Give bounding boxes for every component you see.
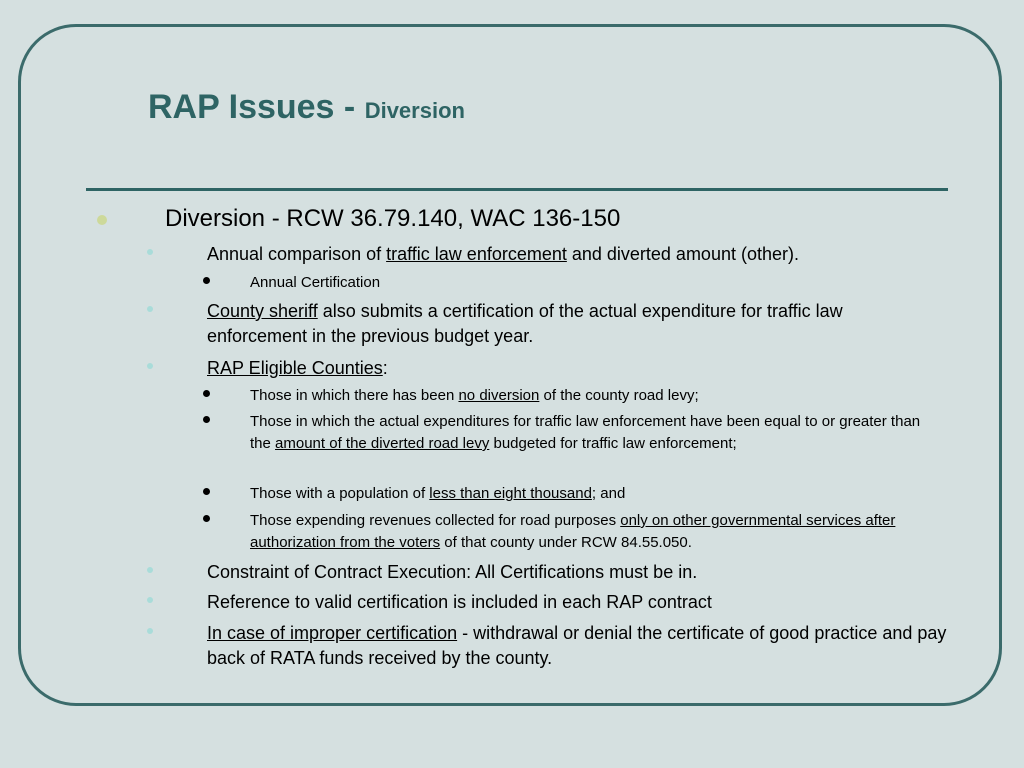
bullet-text-post: budgeted for traffic law enforcement; bbox=[489, 435, 737, 452]
bullet-annual-certification bbox=[250, 272, 940, 294]
bullet-dot-icon bbox=[147, 249, 153, 255]
bullet-no-diversion bbox=[250, 385, 940, 407]
bullet-text-underlined: only on other governmental services after authorization from the voters bbox=[250, 512, 896, 551]
bullet-text-pre: Those in which the actual expenditures for traffic law enforcement have been equal to or greater than the bbox=[250, 413, 921, 452]
bullet-diversion bbox=[165, 205, 620, 233]
bullet-dot-icon bbox=[97, 215, 107, 225]
bullet-text-post: and diverted amount (other). bbox=[566, 244, 799, 264]
bullet-dot-icon bbox=[147, 306, 153, 312]
bullet-text: Diversion - RCW 36.79.140, WAC 136-150 bbox=[165, 205, 621, 232]
bullet-text: Constraint of Contract Execution: All Certifications must be in. bbox=[207, 562, 698, 582]
title-divider bbox=[86, 188, 948, 191]
bullet-text-underlined: no diversion bbox=[458, 387, 540, 404]
bullet-county-sheriff bbox=[207, 299, 947, 349]
bullet-dot-icon bbox=[203, 390, 210, 397]
bullet-improper-certification bbox=[207, 621, 947, 671]
bullet-constraint bbox=[207, 560, 947, 585]
bullet-text-post: also submits a certification of the actual expenditure for traffic law enforcement in the previous budget year. bbox=[207, 301, 843, 346]
bullet-text-underlined: amount of the diverted road levy bbox=[275, 435, 490, 452]
bullet-text-post: ; and bbox=[591, 485, 626, 502]
bullet-text-pre: Annual comparison of bbox=[207, 244, 387, 264]
bullet-text-pre: Those with a population of bbox=[250, 485, 430, 502]
bullet-dot-icon bbox=[147, 567, 153, 573]
bullet-text-post: - withdrawal or denial the certificate of good practice and pay back of RATA funds received by the county. bbox=[207, 623, 947, 668]
bullet-text: Annual Certification bbox=[250, 274, 381, 291]
bullet-dot-icon bbox=[203, 416, 210, 423]
bullet-population bbox=[250, 483, 940, 505]
bullet-text-underlined: less than eight thousand bbox=[429, 485, 592, 502]
bullet-dot-icon bbox=[203, 277, 210, 284]
bullet-annual-comparison bbox=[207, 242, 947, 267]
bullet-text-underlined: In case of improper certification bbox=[207, 623, 458, 643]
bullet-text-pre: Those expending revenues collected for road purposes bbox=[250, 512, 621, 529]
bullet-text-post: of that county under RCW 84.55.050. bbox=[440, 534, 692, 551]
bullet-dot-icon bbox=[203, 488, 210, 495]
bullet-text-post: : bbox=[382, 358, 388, 378]
bullet-dot-icon bbox=[147, 363, 153, 369]
bullet-actual-expenditures bbox=[250, 411, 940, 455]
bullet-text-pre: Those in which there has been bbox=[250, 387, 459, 404]
bullet-text-underlined: RAP Eligible Counties bbox=[207, 358, 383, 378]
bullet-expending-revenues bbox=[250, 510, 940, 554]
bullet-reference bbox=[207, 590, 947, 615]
slide-title bbox=[148, 88, 465, 127]
bullet-dot-icon bbox=[203, 515, 210, 522]
bullet-text: Reference to valid certification is included in each RAP contract bbox=[207, 592, 712, 612]
slide-title-sub: Diversion bbox=[364, 98, 465, 123]
bullet-dot-icon bbox=[147, 597, 153, 603]
bullet-text-underlined: traffic law enforcement bbox=[386, 244, 567, 264]
bullet-text-post: of the county road levy; bbox=[539, 387, 699, 404]
bullet-rap-eligible-counties bbox=[207, 356, 947, 381]
bullet-text-underlined: County sheriff bbox=[207, 301, 318, 321]
bullet-dot-icon bbox=[147, 628, 153, 634]
slide-title-main: RAP Issues - bbox=[148, 88, 365, 126]
